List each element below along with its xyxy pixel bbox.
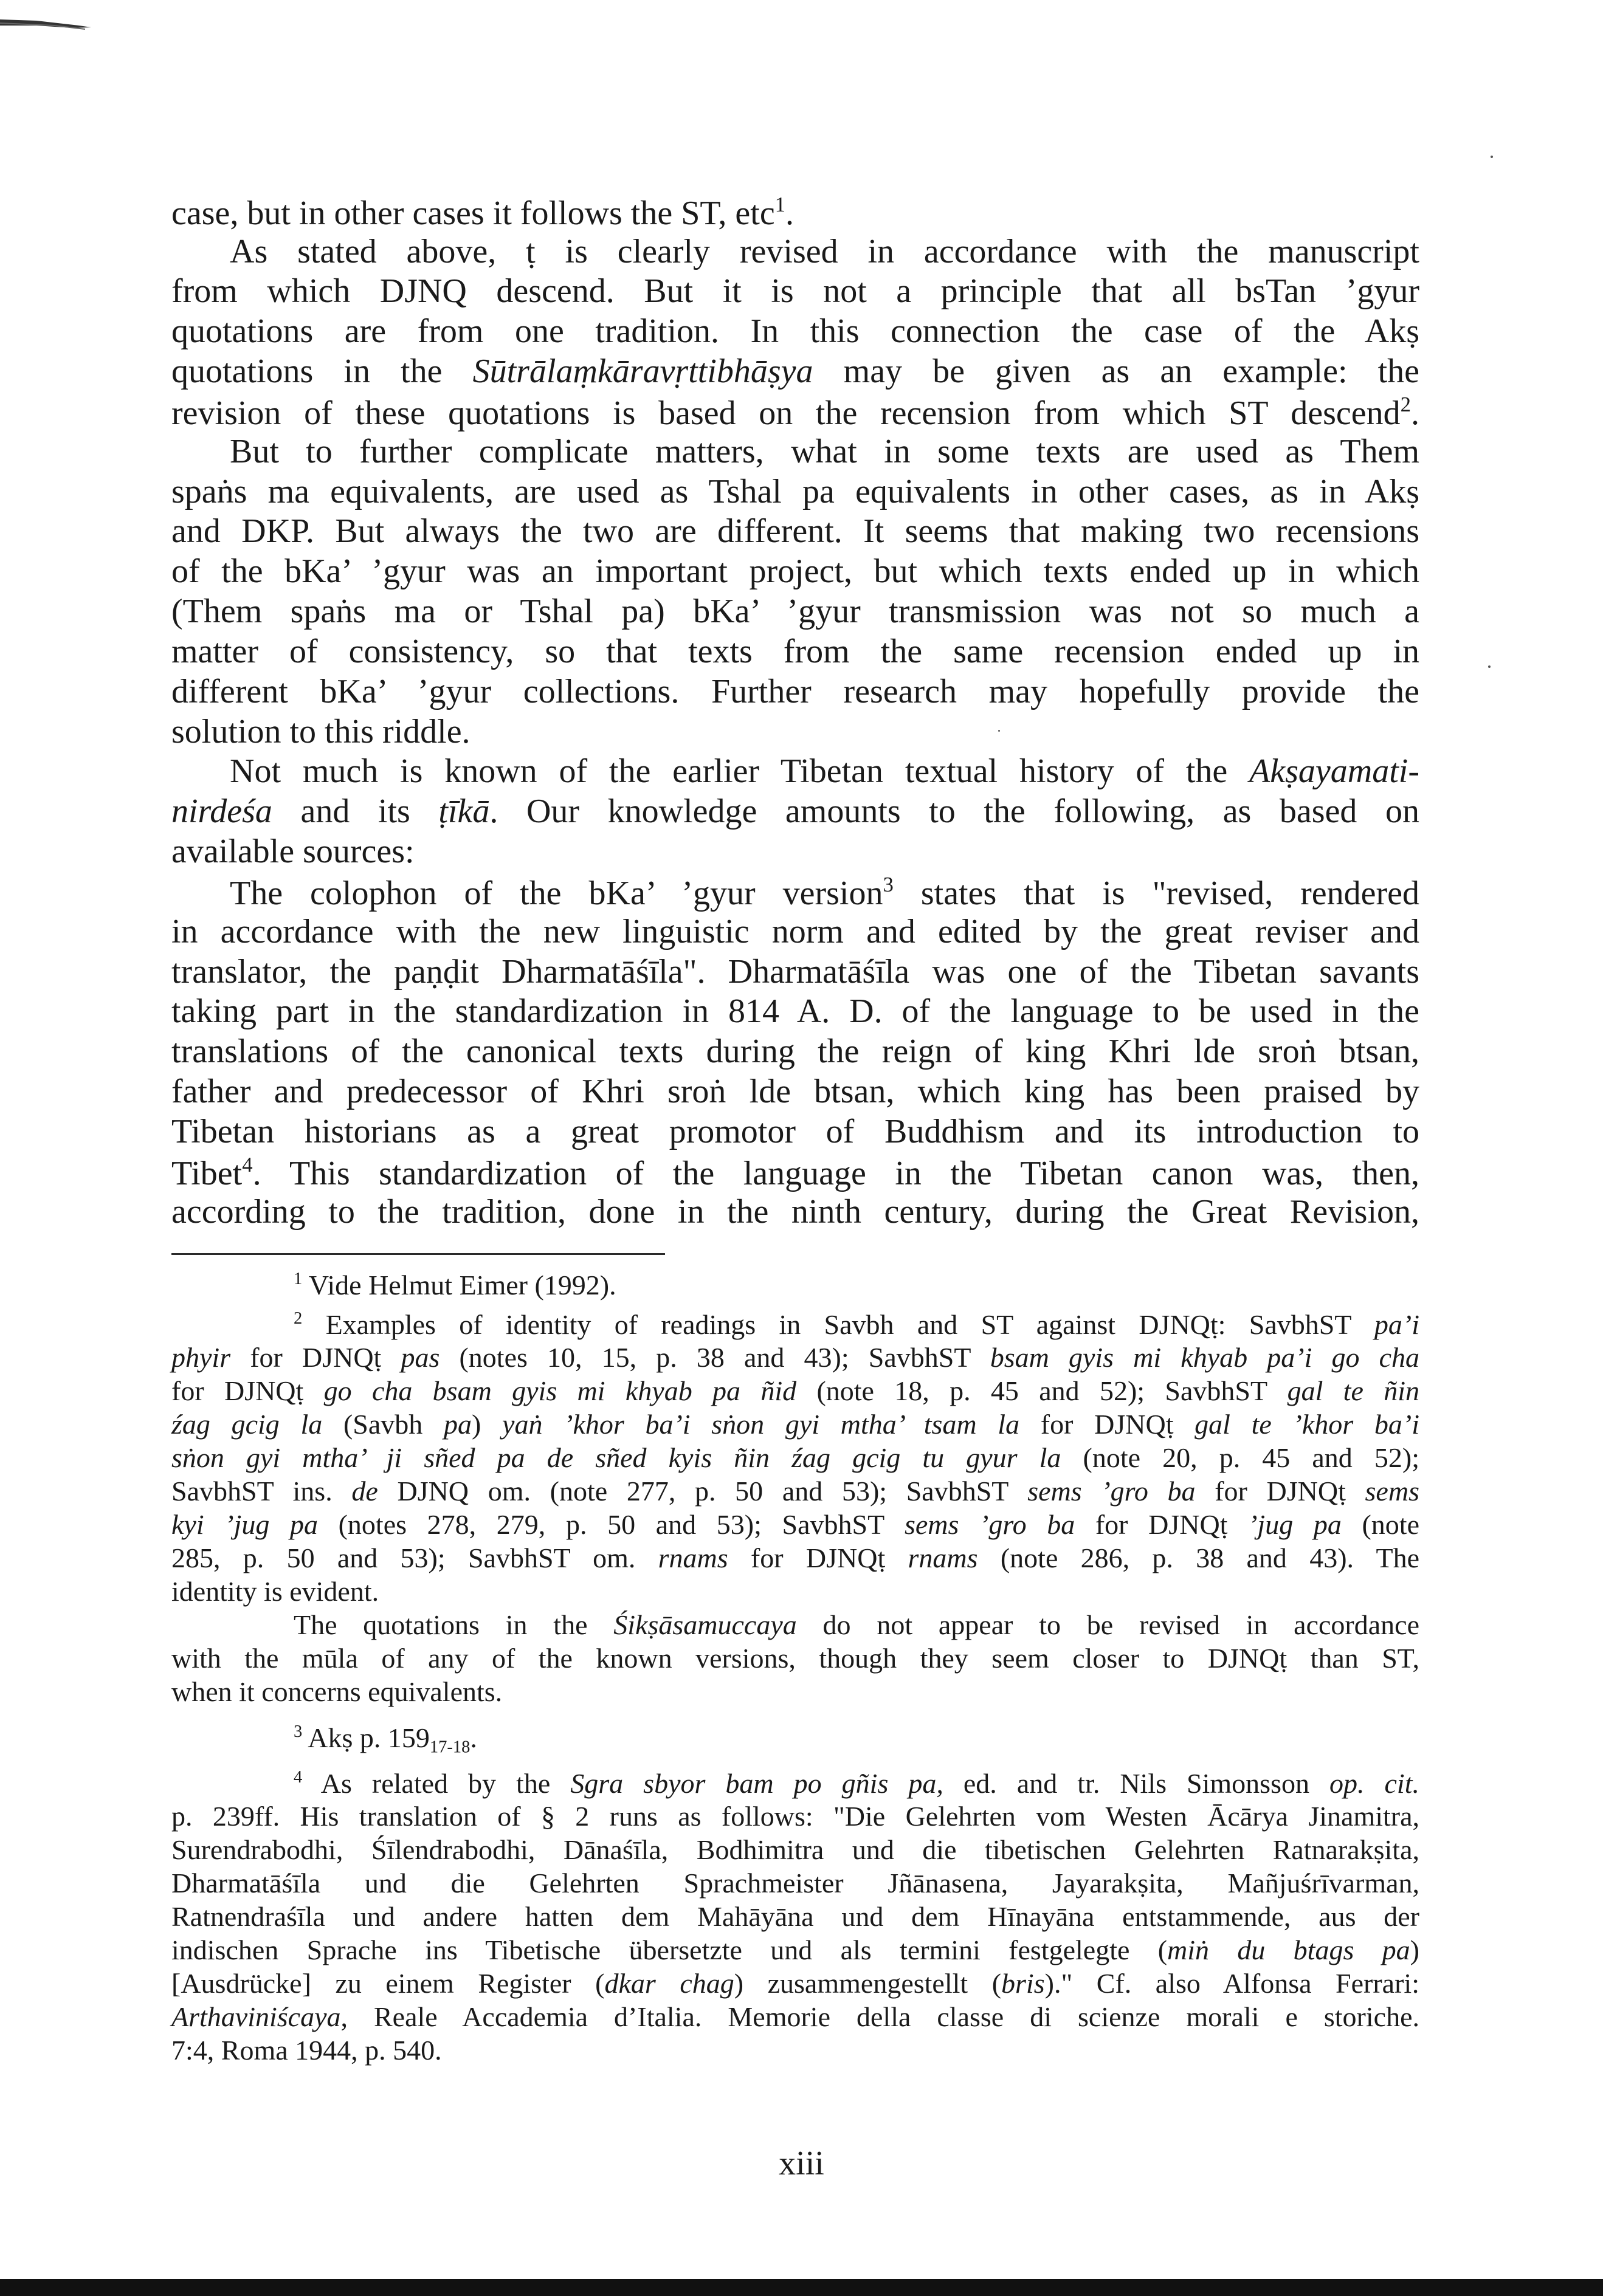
footnote-line: p. 239ff. His translation of § 2 runs as follows: "Die Gelehrten vom Westen Ācārya Jinamitra, [171, 1801, 1419, 1832]
scan-speck [1488, 665, 1491, 668]
footnote-2: $^2$ Examples of identity of readings in Savbh and ST against DJNQṭ: SavbhST pa’i [294, 1309, 1419, 1341]
footnote-line: [Ausdrücke] zu einem Register (dkar chag) zusammengestellt (bris)." Cf. also Alfonsa Ferrari: [171, 1968, 1419, 1999]
body-line: taking part in the standardization in 814 A. D. of the language to be used in the [171, 992, 1419, 1030]
body-line: matter of consistency, so that texts from the same recension ended up in [171, 633, 1419, 670]
footnote-line: kyi ’jug pa (notes 278, 279, p. 50 and 53); SavbhST sems ’gro ba for DJNQṭ ’jug pa (note [171, 1509, 1419, 1540]
footnote-1: $^1$ Vide Helmut Eimer (1992). [294, 1270, 616, 1301]
body-line: father and predecessor of Khri sroṅ lde btsan, which king has been praised by [171, 1073, 1419, 1110]
body-line: As stated above, ṭ is clearly revised in accordance with the manuscript [230, 233, 1419, 270]
footnote-ref: 1 [774, 193, 786, 216]
footnote-line: SavbhST ins. de DJNQ om. (note 277, p. 50 and 53); SavbhST sems ’gro ba for DJNQṭ sems [171, 1476, 1419, 1507]
footnote-line: identity is evident. [171, 1576, 379, 1607]
footnote-line: sṅon gyi mtha’ ji sñed pa de sñed kyis ñin źag gcig tu gyur la (note 20, p. 45 and 52); [171, 1442, 1419, 1473]
body-line: Tibet$^4$. This standardization of the language in the Tibetan canon was, then, [171, 1153, 1419, 1192]
footnote-separator [171, 1253, 665, 1255]
footnote-line: when it concerns equivalents. [171, 1676, 503, 1707]
body-line: nirdeśa and its ṭīkā. Our knowledge amounts to the following, as based on [171, 792, 1419, 830]
body-line: Not much is known of the earlier Tibetan textual history of the Akṣayamati- [230, 752, 1419, 790]
body-line: different bKa’ ’gyur collections. Further research may hopefully provide the [171, 673, 1419, 710]
body-line: spaṅs ma equivalents, are used as Tshal pa equivalents in other cases, as in Akṣ [171, 473, 1419, 510]
body-line: translations of the canonical texts during the reign of king Khri lde sroṅ btsan, [171, 1033, 1419, 1070]
footnote-line: for DJNQṭ go cha bsam gyis mi khyab pa ñid (note 18, p. 45 and 52); SavbhST gal te ñin [171, 1375, 1419, 1406]
footnote-ref: 3 [883, 873, 894, 896]
footnote-line: źag gcig la (Savbh pa) yaṅ ’khor ba’i sṅon gyi mtha’ tsam la for DJNQṭ gal te ’khor ba’i [171, 1409, 1419, 1440]
body-line: quotations are from one tradition. In this connection the case of the Akṣ [171, 312, 1419, 350]
work-title: Sūtrālaṃkāravṛttibhāṣya [472, 352, 813, 390]
footnote-line: Dharmatāśīla und die Gelehrten Sprachmeister Jñānasena, Jayarakṣita, Mañjuśrīvarman, [171, 1868, 1419, 1899]
footnote-line: Ratnendraśīla und andere hatten dem Mahāyāna und dem Hīnayāna entstammende, aus der [171, 1901, 1419, 1932]
work-title: nirdeśa [171, 792, 272, 830]
footnote-line: phyir for DJNQṭ pas (notes 10, 15, p. 38 and 43); SavbhST bsam gyis mi khyab pa’i go cha [171, 1342, 1419, 1373]
body-line: The colophon of the bKa’ ’gyur version$^3$ states that is "revised, rendered [230, 873, 1420, 912]
body-line: But to further complicate matters, what in some texts are used as Them [230, 433, 1419, 470]
footnote-line: Arthaviniścaya, Reale Accademia d’Italia. Memorie della classe di scienze morali e storiche. [171, 2001, 1419, 2032]
footnote-line: 7:4, Roma 1944, p. 540. [171, 2035, 442, 2066]
body-line: of the bKa’ ’gyur was an important project, but which texts ended up in which [171, 552, 1419, 590]
body-line: quotations in the Sūtrālaṃkāravṛttibhāṣya may be given as an example: the [171, 352, 1420, 390]
footnote-line: with the mūla of any of the known versions, though they seem closer to DJNQṭ than ST, [171, 1643, 1419, 1674]
work-title: ṭīkā [438, 792, 490, 830]
footnote-4: $^4$ As related by the Sgra sbyor bam po gñis pa, ed. and tr. Nils Simonsson op. cit. [294, 1768, 1419, 1799]
footnote-line: The quotations in the Śikṣāsamuccaya do not appear to be revised in accordance [294, 1609, 1419, 1640]
scan-speck [1491, 156, 1493, 158]
footnote-ref: 4 [242, 1153, 253, 1177]
body-line: case, but in other cases it follows the ST, etc$^1$. [171, 193, 795, 232]
body-line: according to the tradition, done in the ninth century, during the Great Revision, [171, 1193, 1419, 1231]
work-title: Akṣayamati- [1249, 752, 1419, 790]
footnote-line: Surendrabodhi, Śīlendrabodhi, Dānaśīla, Bodhimitra und die tibetischen Gelehrten Ratnarakṣita, [171, 1834, 1419, 1865]
body-line: (Them spaṅs ma or Tshal pa) bKa’ ’gyur transmission was not so much a [171, 593, 1419, 630]
footnote-ref: 2 [1400, 393, 1411, 416]
footnote-line: 285, p. 50 and 53); SavbhST om. rnams for DJNQṭ rnams (note 286, p. 38 and 43). The [171, 1542, 1419, 1573]
scan-edge-mark [0, 7, 91, 44]
body-line: solution to this riddle. [171, 713, 471, 751]
page-number: xiii [779, 2145, 824, 2182]
body-line: and DKP. But always the two are different. It seems that making two recensions [171, 512, 1419, 550]
body-line: translator, the paṇḍit Dharmatāśīla". Dharmatāśīla was one of the Tibetan savants [171, 953, 1419, 991]
body-line: from which DJNQ descend. But it is not a principle that all bsTan ’gyur [171, 272, 1419, 310]
footnote-line: indischen Sprache ins Tibetische übersetzte und als termini festgelegte (miṅ du btags pa) [171, 1934, 1419, 1965]
body-line: revision of these quotations is based on the recension from which ST descend$^2$. [171, 393, 1419, 432]
body-line: Tibetan historians as a great promotor of Buddhism and its introduction to [171, 1113, 1419, 1150]
footnote-3: $^3$ Akṣ p. $159_{17-18}$. [294, 1722, 477, 1757]
body-line: in accordance with the new linguistic norm and edited by the great reviser and [171, 913, 1419, 950]
body-line: available sources: [171, 833, 415, 870]
scan-bottom-edge [0, 2279, 1603, 2296]
